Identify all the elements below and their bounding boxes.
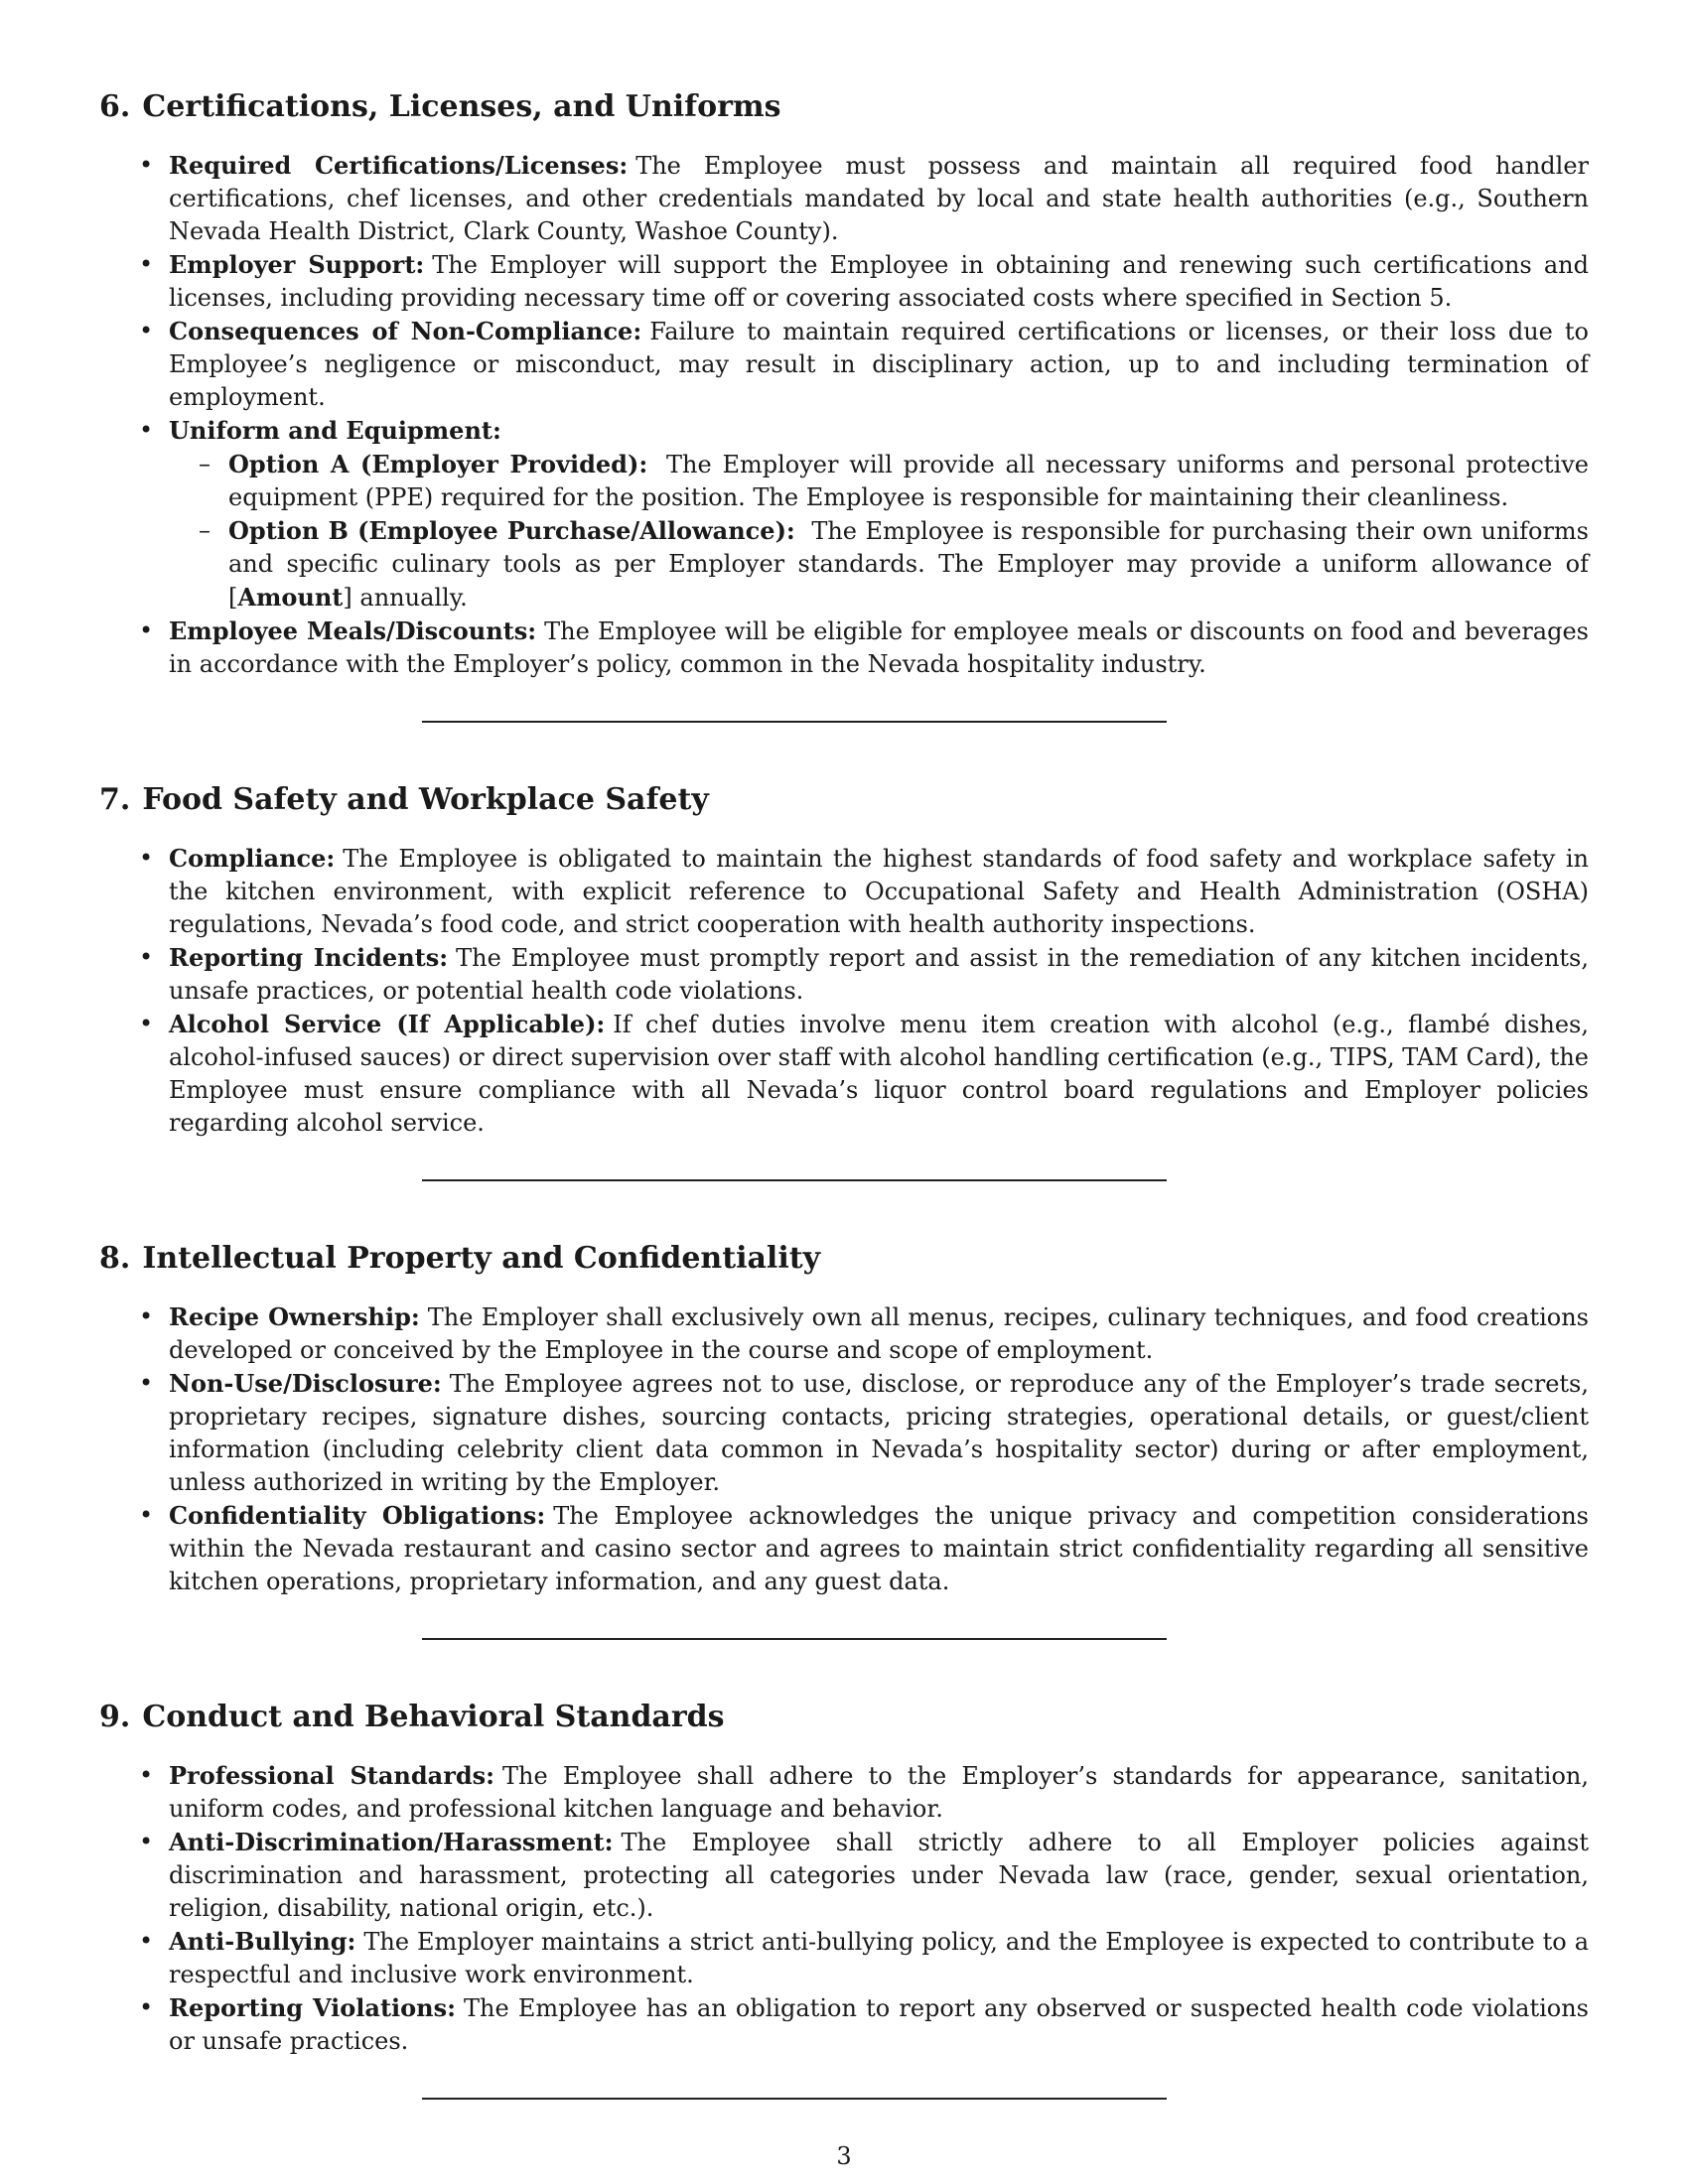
document-page [99,87,1589,2157]
item-lead: Reporting Violations: [169,1993,456,2022]
bullet-icon: • [139,1927,154,1955]
item-text: If chef duties involve menu item creation with alcohol (e.g., flambé dishes, alcohol-infused sauces) or direct supervision over staff with alcohol handling certification (e.g., TIPS, TAM Card), the Employee must ensure compliance with all Nevada’s liquor control board regulations and Employer policies regarding alcohol service. [169,1011,1589,1137]
section-list [99,1759,1589,2058]
dash-icon: – [199,516,211,544]
list-item [99,842,1589,941]
item-lead: Compliance: [169,844,336,873]
bullet-icon: • [139,1369,154,1397]
section-number: 7. [99,782,131,817]
list-item [99,1826,1589,1925]
item-text: The Employer will support the Employee in obtaining and renewing such certifications and licenses, including providing necessary time off or covering associated costs where specified in Section 5. [169,251,1589,312]
section-list [99,149,1589,681]
sub-list-item [169,514,1589,614]
bullet-icon: • [139,151,154,179]
section-title: Certifications, Licenses, and Uniforms [142,89,781,124]
item-text: Failure to maintain required certifications or licenses, or their loss due to Employee’s negligence or misconduct, may result in disciplinary action, up to and including termination of employment. [169,318,1590,411]
item-text: The Employer will provide all necessary uniforms and personal protective equipment (PPE) required for the position. The Employee is responsible for maintaining their cleanliness. [228,451,1590,511]
section-9 [99,1698,1589,2058]
section-title: Food Safety and Workplace Safety [142,782,709,817]
item-lead: Professional Standards: [169,1761,495,1790]
bullet-icon: • [139,317,154,344]
section-heading [99,1698,1589,1737]
amount-placeholder: Amount [237,583,344,612]
item-text: The Employee agrees not to use, disclose, or reproduce any of the Employer’s trade secrets, proprietary recipes, signature dishes, sourcing contacts, pricing strategies, operational details, or guest/client information (including celebrity client data common in Nevada’s hospitality sector) during or after employment, unless authorized in writing by the Employer. [169,1370,1589,1496]
list-item [99,1300,1589,1367]
list-item [99,1759,1589,1826]
section-heading [99,1239,1589,1279]
list-item [99,315,1589,414]
section-list [99,842,1589,1140]
item-lead: Uniform and Equipment: [169,416,501,445]
section-6 [99,87,1589,681]
section-heading [99,780,1589,820]
section-divider [422,1638,1167,1640]
bullet-icon: • [139,1828,154,1855]
item-lead: Employer Support: [169,250,425,279]
list-item [99,1499,1589,1598]
bullet-icon: • [139,943,154,971]
item-lead: Alcohol Service (If Applicable): [169,1010,606,1038]
section-divider [422,2098,1167,2100]
section-number: 9. [99,1700,131,1734]
item-text-end: ] annually. [343,584,468,612]
uniform-options-list [169,448,1589,614]
section-number: 8. [99,1241,131,1276]
item-lead: Option B (Employee Purchase/Allowance): [228,516,795,545]
item-lead: Reporting Incidents: [169,943,449,972]
item-lead: Confidentiality Obligations: [169,1501,546,1530]
list-item [99,941,1589,1008]
section-list [99,1300,1589,1598]
item-text: The Employee must possess and maintain all required food handler certifications, chef licenses, and other credentials mandated by local and state health authorities (e.g., Southern Nevada Health District, Clark County, Washoe County). [169,152,1589,245]
list-item [99,149,1589,248]
list-item [99,1925,1589,1991]
item-text: The Employee has an obligation to report any observed or suspected health code violations or unsafe practices. [169,1994,1589,2055]
item-text: The Employee must promptly report and assist in the remediation of any kitchen incidents, unsafe practices, or potential health code violations. [169,944,1589,1005]
page-number: 3 [836,2142,852,2170]
bullet-icon: • [139,1501,154,1529]
item-lead: Required Certifications/Licenses: [169,151,629,180]
item-lead: Anti-Bullying: [169,1927,356,1956]
item-text: The Employer shall exclusively own all menus, recipes, culinary techniques, and food creations developed or conceived by the Employee in the course and scope of employment. [169,1303,1589,1364]
section-8 [99,1239,1589,1598]
item-lead: Consequences of Non-Compliance: [169,317,642,345]
list-item [99,1367,1589,1499]
list-item [99,248,1589,315]
item-text: The Employee shall adhere to the Employer’s standards for appearance, sanitation, uniform codes, and professional kitchen language and behavior. [169,1762,1589,1823]
bullet-icon: • [139,1010,154,1037]
section-heading [99,87,1589,127]
bullet-icon: • [139,844,154,872]
section-divider [422,721,1167,723]
bullet-icon: • [139,416,154,444]
item-lead: Anti-Discrimination/Harassment: [169,1828,614,1856]
list-item [99,1008,1589,1140]
section-7 [99,780,1589,1140]
item-lead: Non-Use/Disclosure: [169,1369,442,1398]
item-text: The Employee is responsible for purchasing their own uniforms and specific culinary tools as per Employer standards. The Employer may provide a uniform allowance of [ [228,517,1589,612]
section-number: 6. [99,89,131,124]
section-title: Conduct and Behavioral Standards [142,1700,725,1734]
item-text: The Employee is obligated to maintain the highest standards of food safety and workplace safety in the kitchen environment, with explicit reference to Occupational Safety and Health Administration (OSHA) regulations, Nevada’s food code, and strict cooperation with health authority inspections. [169,845,1589,938]
item-text: The Employee acknowledges the unique privacy and competition considerations within the Nevada restaurant and casino sector and agrees to maintain strict confidentiality regarding all sensitive kitchen operations, proprietary information, and any guest data. [169,1502,1589,1595]
list-item [99,414,1589,614]
bullet-icon: • [139,1993,154,2021]
item-lead: Option A (Employer Provided): [228,450,648,478]
section-title: Intellectual Property and Confidentiality [142,1241,821,1276]
bullet-icon: • [139,616,154,644]
item-lead: Employee Meals/Discounts: [169,616,537,645]
item-text: The Employer maintains a strict anti-bullying policy, and the Employee is expected to contribute to a respectful and inclusive work environment. [169,1928,1589,1988]
dash-icon: – [199,450,211,478]
item-text: The Employee shall strictly adhere to all Employer policies against discrimination and harassment, protecting all categories under Nevada law (race, gender, sexual orientation, religion, disability, national origin, etc.). [169,1829,1589,1922]
list-item [99,614,1589,681]
sub-list-item [169,448,1589,514]
bullet-icon: • [139,250,154,278]
item-text: The Employee will be eligible for employee meals or discounts on food and beverages in accordance with the Employer’s policy, common in the Nevada hospitality industry. [169,617,1589,678]
list-item [99,1991,1589,2058]
bullet-icon: • [139,1302,154,1330]
item-lead: Recipe Ownership: [169,1302,420,1331]
section-divider [422,1179,1167,1181]
bullet-icon: • [139,1761,154,1789]
